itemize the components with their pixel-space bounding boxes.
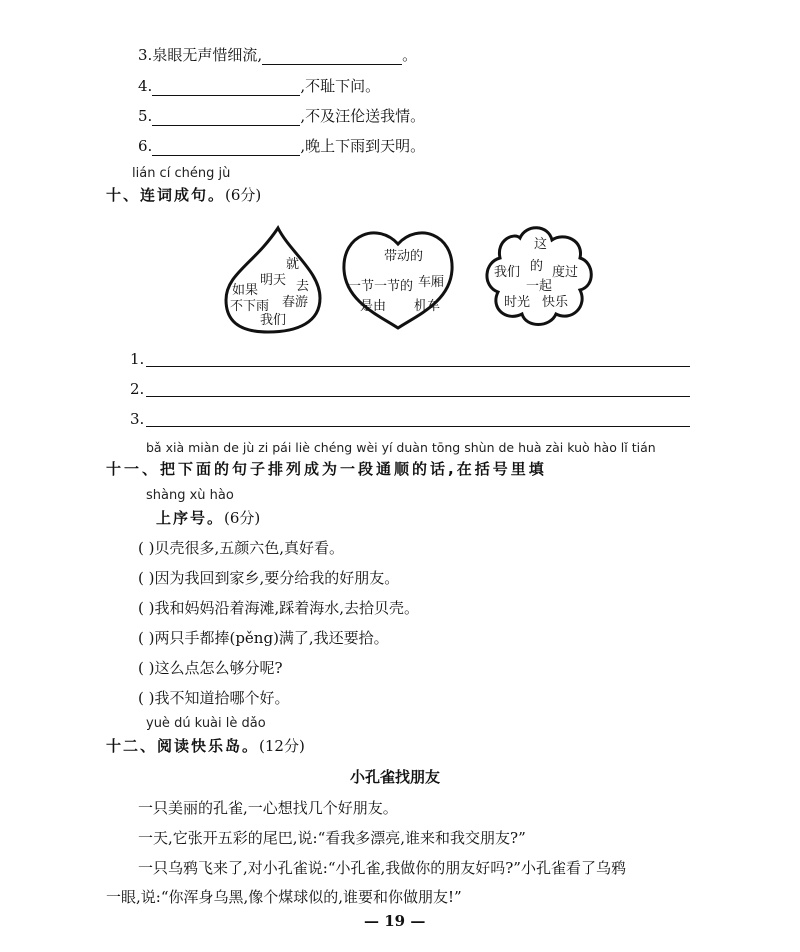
order-item[interactable]: ( )因为我回到家乡,要分给我的好朋友。 bbox=[138, 569, 400, 587]
fill-item-5 bbox=[138, 105, 425, 126]
answer-label-2: 2. bbox=[130, 380, 145, 398]
answer-line[interactable] bbox=[146, 366, 690, 367]
item-text: ,不耻下问。 bbox=[300, 77, 381, 95]
section11-pinyin: bǎ xià miàn de jù zi pái liè chéng wèi yí duàn tōng shùn de huà zài kuò hào lǐ tián bbox=[146, 440, 656, 455]
section11-pinyin-2: shàng xù hào bbox=[146, 488, 234, 503]
section10-points: (6分) bbox=[225, 186, 262, 204]
section10-heading bbox=[106, 184, 261, 205]
item-text: 。 bbox=[402, 46, 418, 64]
item-number: 4. bbox=[138, 77, 153, 95]
shape1-word: 如果 bbox=[232, 283, 259, 298]
story-title: 小孔雀找朋友 bbox=[350, 768, 441, 786]
shape3-word: 度过 bbox=[552, 265, 579, 280]
order-item[interactable]: ( )贝壳很多,五颜六色,真好看。 bbox=[138, 539, 345, 557]
order-item[interactable]: ( )两只手都捧(pěng)满了,我还要拾。 bbox=[138, 629, 389, 647]
shape3-word: 快乐 bbox=[542, 295, 569, 310]
section10-title: 十、连词成句。 bbox=[106, 186, 226, 204]
fill-item-4 bbox=[138, 75, 380, 96]
shape1-word: 不下雨 bbox=[230, 299, 270, 314]
story-paragraph: 一天,它张开五彩的尾巴,说:“看我多漂亮,谁来和我交朋友?” bbox=[138, 829, 526, 847]
section11-points: (6分) bbox=[224, 509, 261, 527]
page-number: — 19 — bbox=[364, 912, 426, 930]
answer-blank[interactable] bbox=[152, 107, 300, 126]
shape2-word: 一节一节的 bbox=[348, 279, 414, 294]
shape2-word: 车厢 bbox=[418, 275, 445, 290]
item-number: 6. bbox=[138, 137, 153, 155]
shape2-word: 带动的 bbox=[384, 249, 424, 264]
item-number: 5. bbox=[138, 107, 153, 125]
order-item[interactable]: ( )我和妈妈沿着海滩,踩着海水,去拾贝壳。 bbox=[138, 599, 420, 617]
shape2-word: 是由 bbox=[360, 299, 387, 314]
item-number: 3. bbox=[138, 46, 153, 64]
answer-line[interactable] bbox=[146, 396, 690, 397]
story-paragraph: 一眼,说:“你浑身乌黑,像个煤球似的,谁要和你做朋友!” bbox=[106, 888, 462, 906]
shape3-word: 的 bbox=[530, 259, 544, 274]
story-paragraph: 一只乌鸦飞来了,对小孔雀说:“小孔雀,我做你的朋友好吗?”小孔雀看了乌鸦 bbox=[138, 859, 626, 877]
word-shapes bbox=[220, 224, 600, 342]
section12-points: (12分) bbox=[259, 737, 305, 755]
order-item[interactable]: ( )这么点怎么够分呢? bbox=[138, 659, 283, 677]
item-text: ,晚上下雨到天明。 bbox=[300, 137, 426, 155]
item-text: ,不及汪伦送我情。 bbox=[300, 107, 426, 125]
fill-item-3 bbox=[138, 44, 417, 65]
section12-heading bbox=[106, 735, 305, 756]
shape1-word: 就 bbox=[286, 257, 300, 272]
shape1-word: 去 bbox=[296, 279, 310, 294]
section10-pinyin: lián cí chéng jù bbox=[132, 166, 231, 181]
answer-label-3: 3. bbox=[130, 410, 145, 428]
answer-label-1: 1. bbox=[130, 350, 145, 368]
shape1-word: 明天 bbox=[260, 273, 287, 288]
shape2-word: 机车 bbox=[414, 299, 441, 314]
answer-blank[interactable] bbox=[152, 77, 300, 96]
shape3-word: 时光 bbox=[504, 295, 531, 310]
section12-pinyin: yuè dú kuài lè dǎo bbox=[146, 716, 266, 731]
answer-blank[interactable] bbox=[262, 46, 402, 65]
shape3-word: 这 bbox=[534, 237, 548, 252]
shape3-word: 我们 bbox=[494, 265, 521, 280]
story-paragraph: 一只美丽的孔雀,一心想找几个好朋友。 bbox=[138, 799, 398, 817]
section11-title: 十一、把下面的句子排列成为一段通顺的话,在括号里填 bbox=[106, 460, 547, 478]
answer-blank[interactable] bbox=[152, 137, 300, 156]
section11-title-2: 上序号。 bbox=[156, 509, 225, 527]
shape1-word: 春游 bbox=[282, 295, 309, 310]
order-item[interactable]: ( )我不知道拾哪个好。 bbox=[138, 689, 290, 707]
item-text: 泉眼无声惜细流, bbox=[152, 46, 263, 64]
answer-line[interactable] bbox=[146, 426, 690, 427]
fill-item-6 bbox=[138, 135, 425, 156]
shape1-word: 我们 bbox=[260, 313, 287, 328]
shape3-word: 一起 bbox=[526, 279, 553, 294]
section11-heading-2 bbox=[156, 507, 260, 528]
section12-title: 十二、阅读快乐岛。 bbox=[106, 737, 260, 755]
